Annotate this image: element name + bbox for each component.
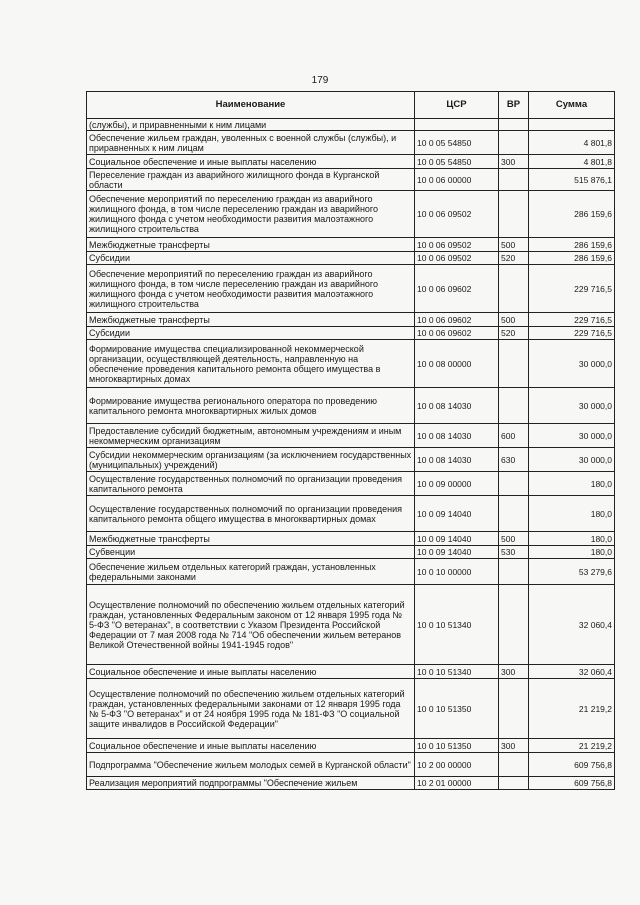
cell-sum: 21 219,2 — [529, 739, 615, 753]
cell-sum: 4 801,8 — [529, 131, 615, 155]
table-row — [87, 252, 615, 265]
cell-csr: 10 0 06 09502 — [415, 191, 499, 238]
cell-name: Обеспечение мероприятий по переселению граждан из аварийного жилищного фонда, в том числе переселению граждан из аварийного жилищного фонда с учетом необходимости развития малоэтажного жилищного строительства — [87, 265, 415, 313]
cell-vr — [499, 169, 529, 191]
table-row — [87, 169, 615, 191]
cell-csr: 10 0 10 00000 — [415, 559, 499, 585]
cell-sum: 4 801,8 — [529, 155, 615, 169]
table-row — [87, 777, 615, 790]
cell-sum: 30 000,0 — [529, 448, 615, 472]
cell-name: Социальное обеспечение и иные выплаты населению — [87, 665, 415, 679]
cell-name: Формирование имущества регионального оператора по проведению капитального ремонта многоквартирных жилых домов — [87, 388, 415, 424]
cell-sum: 609 756,8 — [529, 777, 615, 790]
cell-csr: 10 0 06 09602 — [415, 327, 499, 340]
cell-csr: 10 0 06 09502 — [415, 252, 499, 265]
cell-name: (службы), и приравненными к ним лицами — [87, 119, 415, 131]
table-row — [87, 665, 615, 679]
cell-vr — [499, 131, 529, 155]
header-csr: ЦСР — [415, 92, 499, 119]
cell-csr: 10 0 08 14030 — [415, 424, 499, 448]
cell-sum: 286 159,6 — [529, 238, 615, 252]
cell-name: Социальное обеспечение и иные выплаты населению — [87, 155, 415, 169]
cell-name: Субсидии — [87, 327, 415, 340]
cell-vr — [499, 191, 529, 238]
cell-sum: 229 716,5 — [529, 327, 615, 340]
cell-vr — [499, 119, 529, 131]
cell-name: Обеспечение жильем граждан, уволенных с военной службы (службы), и приравненных к ним лицам — [87, 131, 415, 155]
cell-csr: 10 0 08 14030 — [415, 388, 499, 424]
cell-name: Предоставление субсидий бюджетным, автономным учреждениям и иным некоммерческим организациям — [87, 424, 415, 448]
table-row — [87, 739, 615, 753]
cell-name: Межбюджетные трансферты — [87, 313, 415, 327]
cell-sum: 180,0 — [529, 496, 615, 532]
page-number: 179 — [311, 75, 329, 86]
cell-vr — [499, 753, 529, 777]
cell-sum: 229 716,5 — [529, 313, 615, 327]
cell-vr — [499, 472, 529, 496]
cell-vr — [499, 679, 529, 739]
table-row — [87, 340, 615, 388]
cell-name: Осуществление полномочий по обеспечению жильем отдельных категорий граждан, установленных Федеральным законом от 12 января 1995 года № 5-ФЗ "О ветеранах", в соответствии с Указом Президента Российской Федерации от 7 мая 2008 года № 714 "Об обеспечении жильем ветеранов Великой Отечественной войны 1941-1945 годов" — [87, 585, 415, 665]
cell-name: Межбюджетные трансферты — [87, 532, 415, 546]
cell-sum: 21 219,2 — [529, 679, 615, 739]
cell-csr: 10 0 06 00000 — [415, 169, 499, 191]
cell-name: Переселение граждан из аварийного жилищного фонда в Курганской области — [87, 169, 415, 191]
cell-name: Межбюджетные трансферты — [87, 238, 415, 252]
header-sum: Сумма — [529, 92, 615, 119]
table-row — [87, 424, 615, 448]
cell-csr: 10 0 05 54850 — [415, 155, 499, 169]
cell-name: Социальное обеспечение и иные выплаты населению — [87, 739, 415, 753]
cell-sum: 515 876,1 — [529, 169, 615, 191]
table-row — [87, 119, 615, 131]
cell-csr: 10 0 10 51340 — [415, 585, 499, 665]
cell-name: Обеспечение мероприятий по переселению граждан из аварийного жилищного фонда, в том числе переселению граждан из аварийного жилищного фонда с учетом необходимости развития малоэтажного жилищного строительства — [87, 191, 415, 238]
table-row — [87, 679, 615, 739]
cell-vr: 500 — [499, 238, 529, 252]
cell-vr: 520 — [499, 327, 529, 340]
cell-name: Осуществление государственных полномочий по организации проведения капитального ремонта — [87, 472, 415, 496]
table-body — [87, 119, 615, 790]
table-row — [87, 313, 615, 327]
cell-vr: 630 — [499, 448, 529, 472]
cell-vr — [499, 340, 529, 388]
table-row — [87, 155, 615, 169]
cell-csr: 10 0 10 51340 — [415, 665, 499, 679]
cell-csr: 10 0 08 14030 — [415, 448, 499, 472]
cell-csr: 10 2 00 00000 — [415, 753, 499, 777]
cell-name: Субсидии некоммерческим организациям (за исключением государственных (муниципальных) учреждений) — [87, 448, 415, 472]
table-row — [87, 131, 615, 155]
cell-vr — [499, 496, 529, 532]
cell-sum: 609 756,8 — [529, 753, 615, 777]
table-row — [87, 559, 615, 585]
cell-sum — [529, 119, 615, 131]
table-row — [87, 753, 615, 777]
cell-name: Подпрограмма "Обеспечение жильем молодых семей в Курганской области" — [87, 753, 415, 777]
cell-vr: 520 — [499, 252, 529, 265]
cell-csr: 10 0 06 09602 — [415, 313, 499, 327]
cell-csr: 10 0 09 14040 — [415, 532, 499, 546]
cell-vr: 600 — [499, 424, 529, 448]
table-row — [87, 546, 615, 559]
cell-sum: 286 159,6 — [529, 252, 615, 265]
cell-vr: 300 — [499, 665, 529, 679]
table-header-row — [87, 92, 615, 119]
cell-name: Осуществление полномочий по обеспечению жильем отдельных категорий граждан, установленных федеральными законами от 12 января 1995 года № 5-ФЗ "О ветеранах" и от 24 ноября 1995 года № 181-ФЗ "О социальной защите инвалидов в Российской Федерации" — [87, 679, 415, 739]
cell-vr: 530 — [499, 546, 529, 559]
cell-name: Обеспечение жильем отдельных категорий граждан, установленных федеральными законами — [87, 559, 415, 585]
cell-name: Субвенции — [87, 546, 415, 559]
cell-sum: 32 060,4 — [529, 585, 615, 665]
table-row — [87, 191, 615, 238]
cell-vr — [499, 585, 529, 665]
cell-sum: 180,0 — [529, 532, 615, 546]
cell-csr: 10 2 01 00000 — [415, 777, 499, 790]
table-row — [87, 585, 615, 665]
cell-name: Реализация мероприятий подпрограммы "Обеспечение жильем — [87, 777, 415, 790]
cell-sum: 30 000,0 — [529, 424, 615, 448]
cell-sum: 53 279,6 — [529, 559, 615, 585]
cell-name: Формирование имущества специализированной некоммерческой организации, осуществляющей деятельность, направленную на обеспечение проведения капитального ремонта общего имущества в многоквартирных домах — [87, 340, 415, 388]
cell-csr: 10 0 09 14040 — [415, 496, 499, 532]
cell-csr: 10 0 10 51350 — [415, 739, 499, 753]
cell-sum: 180,0 — [529, 472, 615, 496]
cell-vr — [499, 388, 529, 424]
cell-csr: 10 0 09 00000 — [415, 472, 499, 496]
cell-vr: 500 — [499, 532, 529, 546]
table-row — [87, 265, 615, 313]
cell-sum: 30 000,0 — [529, 388, 615, 424]
cell-sum: 180,0 — [529, 546, 615, 559]
cell-vr — [499, 559, 529, 585]
cell-csr — [415, 119, 499, 131]
cell-csr: 10 0 05 54850 — [415, 131, 499, 155]
cell-csr: 10 0 10 51350 — [415, 679, 499, 739]
cell-sum: 286 159,6 — [529, 191, 615, 238]
table-row — [87, 496, 615, 532]
cell-csr: 10 0 06 09502 — [415, 238, 499, 252]
table-row — [87, 238, 615, 252]
cell-vr — [499, 777, 529, 790]
cell-csr: 10 0 06 09602 — [415, 265, 499, 313]
cell-sum: 229 716,5 — [529, 265, 615, 313]
table-row — [87, 448, 615, 472]
cell-csr: 10 0 09 14040 — [415, 546, 499, 559]
header-name: Наименование — [87, 92, 415, 119]
cell-sum: 30 000,0 — [529, 340, 615, 388]
cell-sum: 32 060,4 — [529, 665, 615, 679]
cell-vr: 300 — [499, 739, 529, 753]
cell-name: Осуществление государственных полномочий по организации проведения капитального ремонта общего имущества в многоквартирных домах — [87, 496, 415, 532]
cell-vr: 300 — [499, 155, 529, 169]
table-row — [87, 472, 615, 496]
cell-vr: 500 — [499, 313, 529, 327]
table-row — [87, 327, 615, 340]
header-vr: ВР — [499, 92, 529, 119]
cell-name: Субсидии — [87, 252, 415, 265]
cell-csr: 10 0 08 00000 — [415, 340, 499, 388]
table-row — [87, 532, 615, 546]
cell-vr — [499, 265, 529, 313]
table-row — [87, 388, 615, 424]
budget-table — [86, 91, 615, 790]
